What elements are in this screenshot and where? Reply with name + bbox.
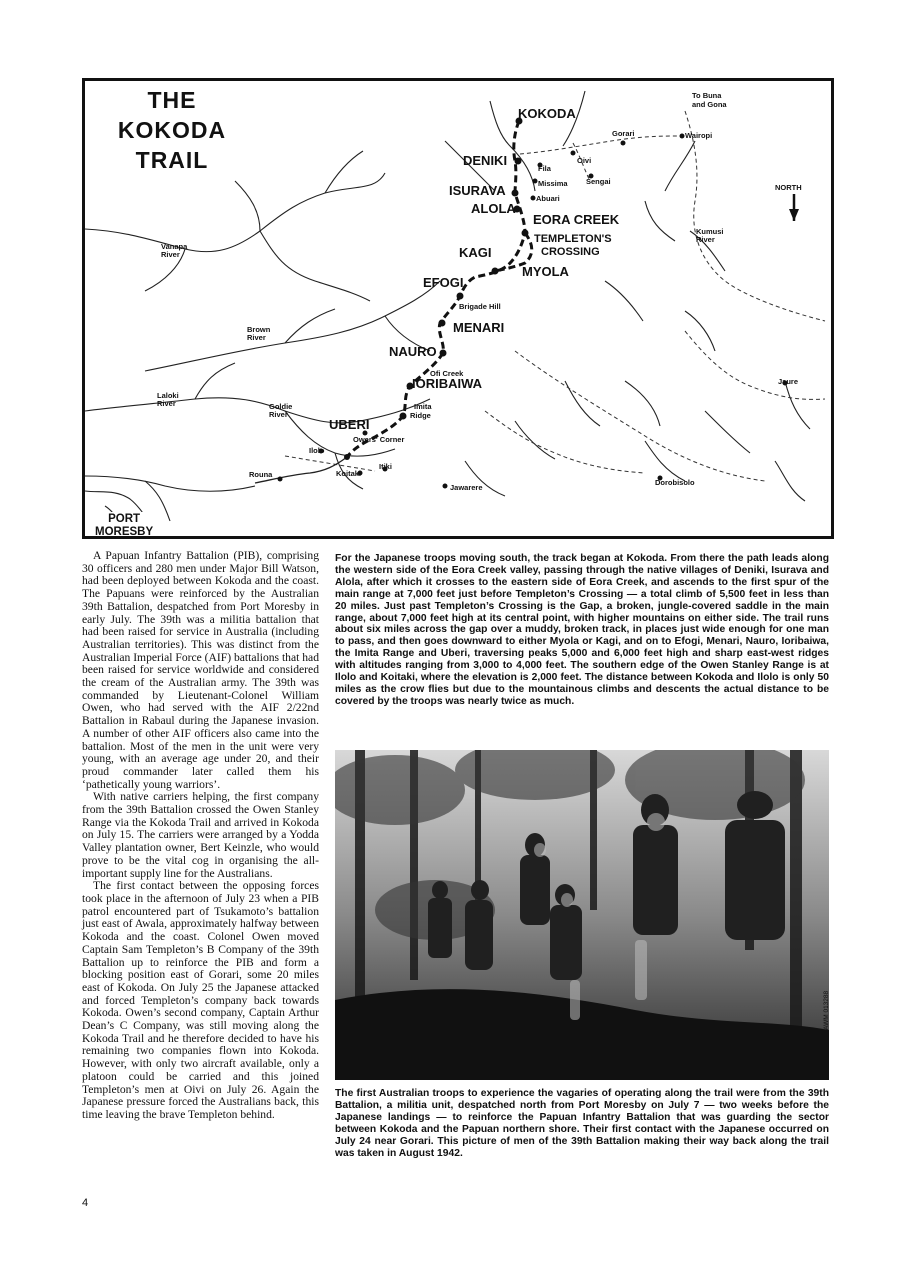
- place-nauro: NAURO: [389, 344, 437, 359]
- place-and-gona: and Gona: [692, 100, 727, 109]
- photo-image: [335, 750, 829, 1080]
- place-alola: ALOLA: [471, 201, 516, 216]
- place-owers-corner: Owers' Corner: [353, 435, 405, 444]
- north-label: NORTH: [775, 183, 802, 192]
- place-jaure: Jaure: [778, 377, 799, 386]
- river-brown: Brown River: [247, 325, 271, 342]
- place-markers: [278, 118, 788, 489]
- place-ioribaiwa: IORIBAIWA: [412, 376, 483, 391]
- place-dorobisolo: Dorobisolo: [655, 478, 695, 487]
- place-koitaki: Koitaki: [336, 469, 362, 478]
- place-templetons: TEMPLETON'S: [534, 233, 612, 245]
- place-itiki: Itiki: [379, 462, 392, 471]
- map-caption: For the Japanese troops moving south, the track began at Kokoda. From there the path leads along the western side of the Eora Creek valley, passing through the native villages of Deniki, Isurava and Alola, after which it crosses to the eastern side of Eora Creek, and ascends to the first spur of the main range at 7,000 feet just before Templeton’s Crossing — a total climb of 5,500 feet in less than 20 miles. Just past Templeton’s Crossing is the Gap, a broken, jungle-covered saddle in the main range, about 7,000 feet high at its central point, with higher mountains on either side. The trail runs about six miles across the gap over a muddy, broken track, in places just wide enough for one man to pass, and then goes downward to either Myola or Kagi, and on to Efogi, Menari, Nauro, Ioribaiwa, the Imita Range and Uberi, traversing peaks 5,000 and 6,000 feet high and sharp east-west ridges with altitudes ranging from 3,000 to 4,000 feet. The southern edge of the Owen Stanley Range is at Ilolo and Koitaki, where the elevation is 2,000 feet. The distance between Kokoda and Ilolo is only 50 miles as the crow flies but due to the mountainous climbs and descents the actual distance to be covered by the troops was nearly twice as much.: [335, 553, 829, 707]
- place-to-buna: To Buna: [692, 91, 722, 100]
- place-deniki: DENIKI: [463, 153, 508, 168]
- place-sengai: Sengai: [586, 177, 611, 186]
- place-jawarere: Jawarere: [450, 483, 483, 492]
- north-arrow: [789, 194, 799, 221]
- place-ridge: Ridge: [410, 411, 431, 420]
- place-abuari: Abuari: [536, 194, 560, 203]
- place-crossing: CROSSING: [541, 246, 600, 258]
- port-moresby-label: PORT MORESBY: [91, 512, 157, 539]
- body-text-column: [82, 550, 319, 1122]
- place-kokoda: KOKODA: [518, 106, 576, 121]
- map-title: THE KOKODA TRAIL: [117, 87, 227, 173]
- place-efogi: EFOGI: [423, 275, 464, 290]
- place-missima: Missima: [538, 179, 568, 188]
- place-wairopi: Wairopi: [685, 131, 713, 140]
- place-myola: MYOLA: [522, 264, 569, 279]
- place-imita: Imita: [414, 402, 432, 411]
- paragraph: With native carriers helping, the first company from the 39th Battalion crossed the Owen Stanley Range via the Kokoda Trail and arrived in Kokoda on July 15. The carriers were arranged by a Yodda Valley plantation owner, Bert Keinzle, who would prove to be the vital cog in organising the all-important supply line for the Australians.: [82, 790, 319, 880]
- page-number: 4: [82, 1197, 89, 1209]
- river-vanapa: Vanapa River: [161, 242, 188, 259]
- place-gorari: Gorari: [612, 129, 635, 138]
- place-ilolo: Ilolo: [309, 446, 325, 455]
- paragraph: A Papuan Infantry Battalion (PIB), comprising 30 officers and 280 men under Major Bill Watson, had been deployed between Kokoda and the coast. The Papuans were reinforced by the Australian 39th Battalion, despatched from Port Moresby in early July. The 39th was a militia battalion that had been raised for service in Australia (including Australian territories). This was distinct from the Australian Imperial Force (AIF) battalions that had been raised for service worldwide and considered the cream of the Australian army. The 39th was commanded by Lieutenant-Colonel William Owen, who had served with the AIF 2/22nd Battalion in Rabaul during the Japanese invasion. A number of other AIF officers also came into the battalion. Most of the men in the unit were very young, with an average age under 20, and their proud commander later called them his ‘pathetically young warriors’.: [82, 549, 319, 791]
- place-isurava: ISURAVA: [449, 183, 506, 198]
- river-laloki: Laloki River: [157, 391, 179, 408]
- place-brigade-hill: Brigade Hill: [459, 302, 501, 311]
- river-goldie: Goldie River: [269, 402, 293, 419]
- place-menari: MENARI: [453, 320, 505, 335]
- river-kumusi: Kumusi River: [696, 227, 724, 244]
- kokoda-trail-map: [82, 78, 834, 539]
- place-rouna: Rouna: [249, 470, 273, 479]
- place-oivi: Oivi: [577, 156, 592, 165]
- place-eora-creek: EORA CREEK: [533, 212, 620, 227]
- photo-caption: The first Australian troops to experience the vagaries of operating along the trail were from the 39th Battalion, a militia unit, despatched north from Port Moresby on July 7 — two weeks before the Japanese landings — to reinforce the Papuan Infantry Battalion that was guarding the sector between Kokoda and the Papuan northern shore. Their first contact with the Japanese occurred on July 24 near Gorari. This picture of men of the 39th Battalion making their way back along the trail was taken in August 1942.: [335, 1088, 829, 1159]
- place-ofi-creek: Ofi Creek: [430, 369, 464, 378]
- paragraph: The first contact between the opposing forces took place in the afternoon of July 23 when a PIB patrol encountered part of Tsukamoto’s battalion just east of Awala, approximately halfway between Kokoda and the coast. Colonel Owen moved Captain Sam Templeton’s B Company of the 39th Battalion up to reinforce the PIB and form a blocking position east of Gorari, some 20 miles east of Kokoda. On July 25 the Japanese attacked and forced Templeton’s company back towards Kokoda. Owen’s second company, Captain Arthur Dean’s C Company, was still moving along the Kokoda Trail and he therefore decided to have his remaining two companies flown into Kokoda. However, with only two aircraft available, only a platoon could be carried and this joined Templeton’s men at Oivi on July 26. Again the Japanese pressure forced the Australians back, this time leaving the brave Templeton behind.: [82, 879, 319, 1121]
- soldiers-photo: [335, 750, 829, 1080]
- place-kagi: KAGI: [459, 245, 492, 260]
- photo-credit: AWM 013288: [823, 990, 830, 1030]
- place-uberi: UBERI: [329, 417, 370, 432]
- place-fila: Fila: [538, 164, 551, 173]
